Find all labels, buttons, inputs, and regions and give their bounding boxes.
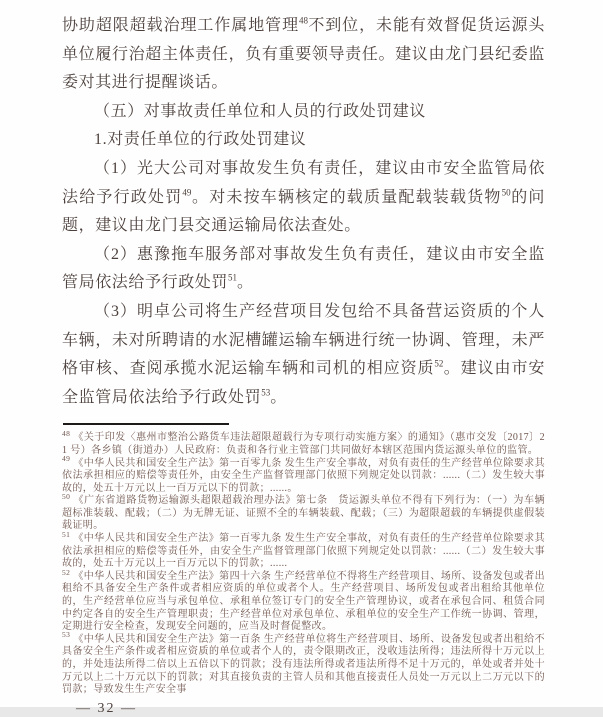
paragraph-text: （1）光大公司对事故发生负有责任，建议由市安全监管局依法给予行政处罚 — [62, 159, 545, 206]
paragraph-text: 协助超限超载治理工作属地管理 — [62, 17, 299, 34]
paragraph-item-2 — [62, 241, 545, 298]
footnote-marker: 52 — [62, 567, 71, 577]
footnote-text: 《广东省道路货物运输源头超限超载治理办法》第七条 货运源头单位不得有下列行为：（一）为车辆超标准装载、配载；（二）为无牌无证、证照不全的车辆装载、配载；（三）为超限超载的车辆提供虚假装载证明。 — [62, 495, 545, 532]
footnote-49 — [62, 454, 545, 496]
footnote-text: 《中华人民共和国安全生产法》第一百零九条 发生生产安全事故，对负有责任的生产经营单位除要求其依法承担相应的赔偿等责任外，由安全生产监督管理部门依照下列规定处以罚款：......（二）发生较大事故的，处五十万元以上一百万元以下的罚款；...... — [62, 533, 545, 570]
footnote-ref-49: 49 — [182, 187, 192, 198]
footnote-ref-51: 51 — [228, 273, 238, 284]
paragraph-text: 。对未按车辆核定的载质量配载装载货物 — [191, 188, 502, 206]
section-heading: （五）对事故责任单位和人员的行政处罚建议 — [94, 102, 427, 120]
footnote-text: 《中华人民共和国安全生产法》第一百条 生产经营单位将生产经营项目、场所、设备发包或者出租给不具备安全生产条件或者相应资质的单位或者个人的，责令限期改正，没收违法所得；违法所得十万元以上的，并处违法所得二倍以上五倍以下的罚款；没有违法所得或者违法所得不足十万元的，单处或者并处十万元以上二十万元以下的罚款；对其直接负责的主管人员和其他直接责任人员处一万元以上二万元以下的罚款；导致发生生产安全事 — [62, 633, 545, 696]
body-text — [62, 12, 545, 412]
footnote-marker: 51 — [62, 529, 71, 539]
footnote-48 — [62, 428, 545, 457]
footnote-50 — [62, 491, 545, 533]
paragraph-text: 。 — [270, 388, 287, 406]
footnote-text: 《关于印发〈惠州市整治公路货车违法超限超载行为专项行动实施方案〉的通知》（惠市交发〔2017〕21 号）各乡镇（街道办）人民政府：负责和各行业主管部门共同做好本辖区范围内货运源头单位的监管。 — [62, 432, 545, 456]
page-number: — 32 — — [76, 700, 137, 716]
paragraph-item-1 — [62, 155, 545, 241]
sub-heading: 1.对责任单位的行政处罚建议 — [94, 131, 307, 149]
paragraph-continuation — [62, 12, 545, 98]
footnote-ref-48: 48 — [299, 15, 308, 26]
footnote-marker: 53 — [62, 630, 71, 640]
paragraph-text: 。建议由市安全监管局依法给予行政处罚 — [62, 360, 545, 406]
paragraph-text: 的问题，建议由龙门县交通运输局依法查处。 — [62, 188, 545, 235]
footnote-divider — [63, 423, 229, 425]
footnote-51 — [62, 529, 545, 571]
footnote-marker: 48 — [62, 428, 71, 438]
footnote-53 — [62, 630, 545, 697]
paragraph-text: （3）明卓公司将生产经营项目发包给不具备营运资质的个人车辆，未对所聘请的水泥槽罐运输车辆进行统一协调、管理，未严格审核、查阅承揽水泥运输车辆和司机的相应资质 — [62, 302, 545, 378]
paragraph-text: 。 — [237, 274, 254, 292]
footnote-text: 《中华人民共和国安全生产法》第一百零九条 发生生产安全事故，对负有责任的生产经营单位除要求其依法承担相应的赔偿等责任外，由安全生产监督管理部门依照下列规定处以罚款：......（二）发生较大事故的，处五十万元以上一百万元以下的罚款；......。 — [62, 457, 545, 494]
paragraph-text: （2）惠豫拖车服务部对事故发生负有责任，建议由市安全监管局依法给予行政处罚 — [62, 245, 545, 292]
footnote-marker: 49 — [62, 454, 71, 464]
footnote-ref-52: 52 — [434, 358, 444, 369]
footnotes-section — [62, 423, 545, 696]
footnote-52 — [62, 567, 545, 634]
footnote-marker: 50 — [62, 491, 71, 501]
footnote-text: 《中华人民共和国安全生产法》第四十六条 生产经营单位不得将生产经营项目、场所、设备发包或者出租给不具备安全生产条件或者相应资质的单位或者个人。生产经营项目、场所发包或者出租给其他单位的，生产经营单位应当与承包单位、承租单位签订专门的安全生产管理协议，或者在承包合同、租赁合同中约定各自的安全生产管理职责；生产经营单位对承包单位、承租单位的安全生产工作统一协调、管理，定期进行安全检查，发现安全问题的，应当及时督促整改。 — [62, 570, 545, 633]
footnote-ref-50: 50 — [501, 187, 511, 198]
paragraph-text: 不到位，未能有效督促货运源头单位履行治超主体责任，负有重要领导责任。建议由龙门县纪委监委对其进行提醒谈话。 — [62, 17, 545, 92]
footnote-ref-53: 53 — [261, 387, 271, 398]
paragraph-item-3 — [62, 298, 545, 412]
